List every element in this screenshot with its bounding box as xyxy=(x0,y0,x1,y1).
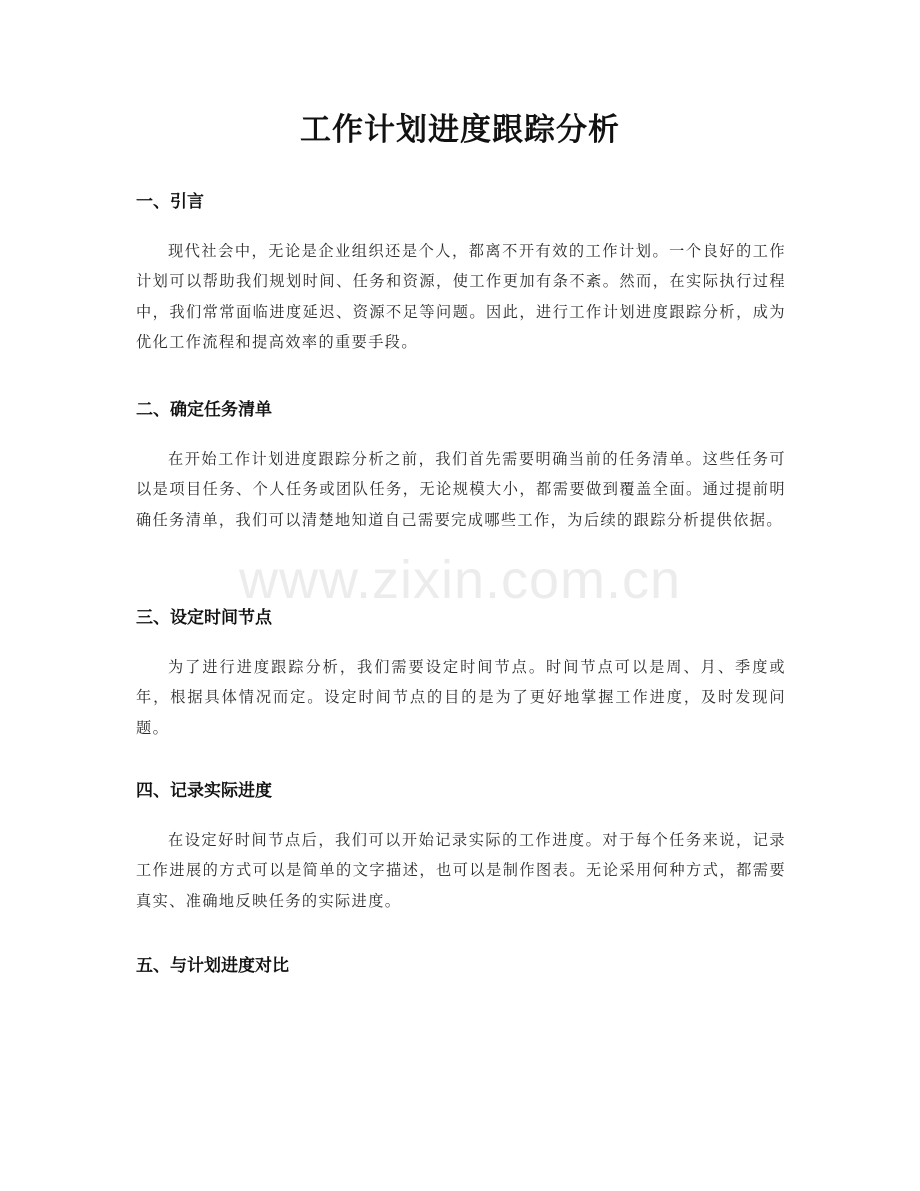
section-paragraph: 现代社会中，无论是企业组织还是个人，都离不开有效的工作计划。一个良好的工作计划可以帮助我们规划时间、任务和资源，使工作更加有条不紊。然而，在实际执行过程中，我们常常面临进度延迟、资源不足等问题。因此，进行工作计划进度跟踪分析，成为优化工作流程和提高效率的重要手段。 xyxy=(136,242,786,352)
section-task-list xyxy=(136,398,786,535)
section-paragraph: 在开始工作计划进度跟踪分析之前，我们首先需要明确当前的任务清单。这些任务可以是项目任务、个人任务或团队任务，无论规模大小，都需要做到覆盖全面。通过提前明确任务清单，我们可以清楚地知道自己需要完成哪些工作，为后续的跟踪分析提供依据。 xyxy=(136,450,786,529)
section-heading: 三、设定时间节点 xyxy=(136,608,272,628)
section-introduction xyxy=(136,190,786,358)
section-heading: 五、与计划进度对比 xyxy=(136,956,289,976)
watermark: www.zixin.com.cn xyxy=(238,550,682,610)
section-paragraph: 为了进行进度跟踪分析，我们需要设定时间节点。时间节点可以是周、月、季度或年，根据具体情况而定。设定时间节点的目的是为了更好地掌握工作进度，及时发现问题。 xyxy=(136,658,786,737)
section-heading: 四、记录实际进度 xyxy=(136,781,272,801)
section-actual-progress xyxy=(136,779,786,916)
section-time-nodes xyxy=(136,606,786,743)
document-title: 工作计划进度跟踪分析 xyxy=(300,112,620,148)
section-heading: 一、引言 xyxy=(136,192,204,212)
section-plan-comparison xyxy=(136,954,786,978)
section-heading: 二、确定任务清单 xyxy=(136,400,272,420)
section-paragraph: 在设定好时间节点后，我们可以开始记录实际的工作进度。对于每个任务来说，记录工作进展的方式可以是简单的文字描述，也可以是制作图表。无论采用何种方式，都需要真实、准确地反映任务的实际进度。 xyxy=(136,831,786,910)
